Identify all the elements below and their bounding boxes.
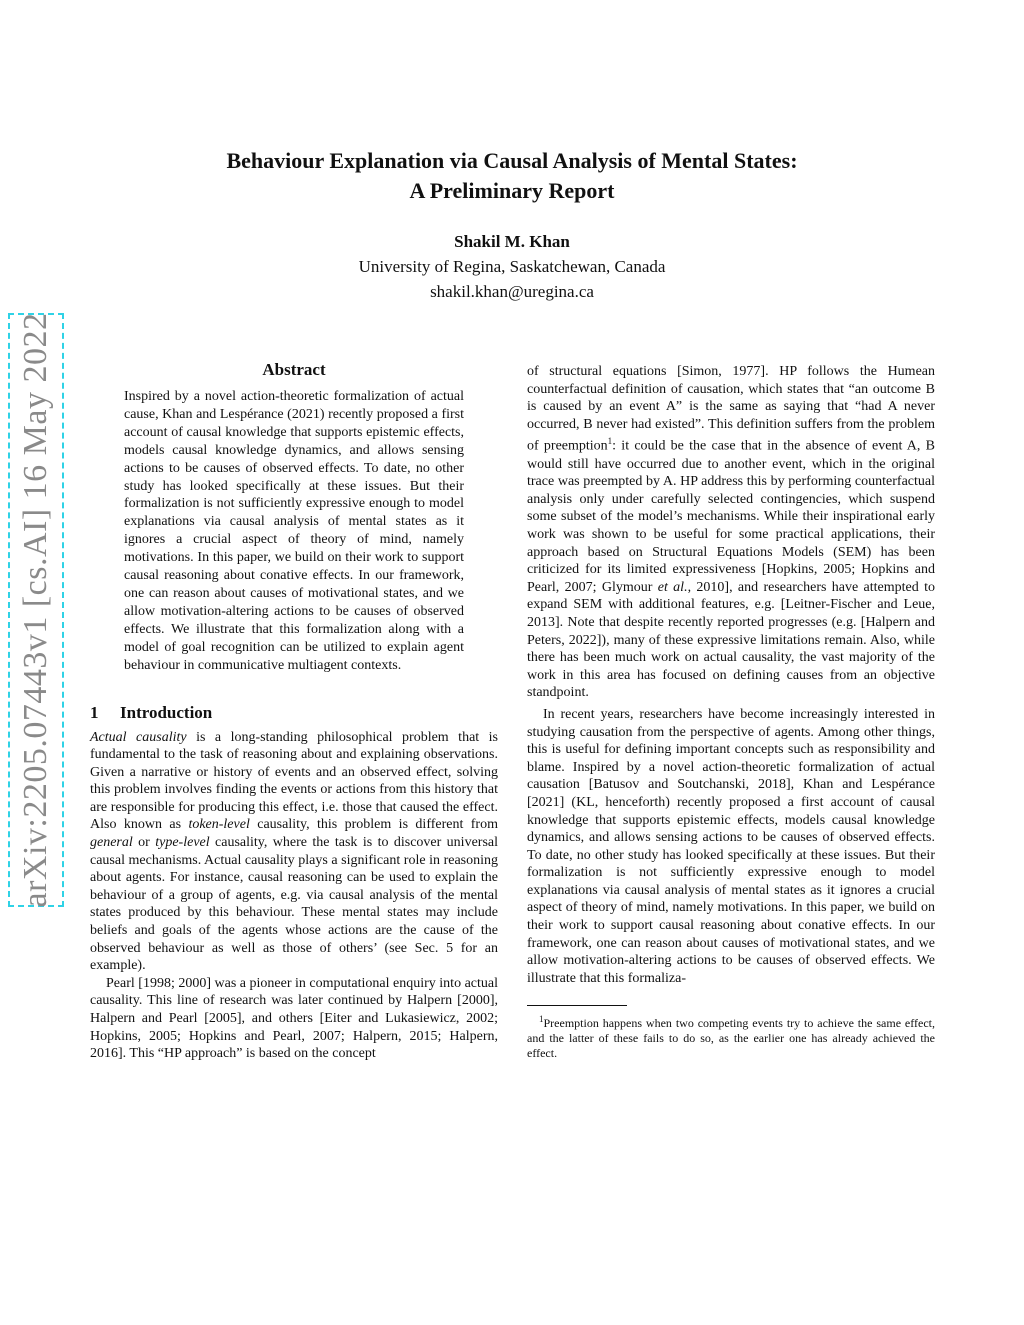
right-paragraph-2: In recent years, researchers have become increasingly interested in studying causation from the perspective of agents. Among other things, this is useful for defining important concepts such as responsibility and blame. Inspired by a novel action-theoretic formalization of actual causation [Batusov and Soutchanski, 2018], Khan and Lespérance [2021] (KL, henceforth) recently proposed a first account of causal knowledge that supports epistemic effects, models causal knowledge dynamics, and allows sensing actions to be causes of observed effects. To date, no other study has looked specifically at these issues. But their formalization is not sufficiently expressive enough to model explanations via causal analysis of mental states as it ignores a crucial aspect of theory of mind, namely motivations. In this paper, we build on their work to support causal reasoning about conative effects. In our framework, one can reason about causes of motivational states, and we allow motivation-altering actions to be causes of observed effects. We illustrate that this formaliza- <box>527 706 935 986</box>
footnote <box>527 1012 935 1061</box>
right-column <box>527 363 935 1061</box>
arxiv-identifier: arXiv:2205.07443v1 [cs.AI] 16 May 2022 <box>17 312 54 908</box>
abstract-text: Inspired by a novel action-theoretic formalization of actual cause, Khan and Lespérance (2021) recently proposed a first account of causal knowledge that supports epistemic effects, models causal knowledge dynamics, and allows sensing actions to be causes of observed effects. To date, no other study has looked specifically at these issues. But their formalization is not sufficiently expressive enough to model explanations via causal analysis of mental states as it ignores a crucial aspect of theory of mind, namely motivations. In this paper, we build on their work to support causal reasoning about conative effects. In our framework, one can reason about causes of motivational states, and we allow motivation-altering actions to be causes of observed effects. We illustrate that this formalization along with a model of goal recognition can be utilized to explain agent behaviour in communicative multiagent contexts. <box>124 389 464 673</box>
term-type-level: type-level <box>155 835 210 851</box>
footnote-number: 1 <box>539 1014 544 1025</box>
paper-title <box>150 146 874 206</box>
section-title: Introduction <box>120 702 213 722</box>
footnote-text: Preemption happens when two competing events try to achieve the same effect, and the latter of these fails to do so, as the earlier one has already achieved the effect. <box>527 1016 935 1061</box>
arxiv-stamp <box>8 313 64 907</box>
author-name: Shakil M. Khan <box>454 232 570 251</box>
footnote-reference: 1 <box>607 436 613 447</box>
title-line-1: Behaviour Explanation via Causal Analysis of Mental States: <box>226 148 798 173</box>
title-line-2: A Preliminary Report <box>409 178 615 203</box>
term-token-level: token-level <box>188 817 250 833</box>
intro-paragraph-1: Actual causality is a long-standing philosophical problem that is fundamental to the task of reasoning about and explaining observations. Given a narrative or history of events and an observed effect, solving this problem involves finding the events or actions from this history that are responsible for producing this effect, i.e. those that caused the effect. Also known as token-level causality, this problem is different from general or type-level causality, where the task is to discover universal causal mechanisms. Actual causality plays a significant role in reasoning about agents. For instance, causal reasoning can be used to explain the behaviour of a group of agents, e.g. via causal analysis of the mental states produced by this behaviour. These mental states may include beliefs and goals of the agents whose actions are the cause of the observed behaviour as well as those of others’ (see Sec. 5 for an example). <box>90 729 499 974</box>
author-email: shakil.khan@uregina.ca <box>430 282 594 301</box>
term-et-al: et al. <box>657 579 688 595</box>
left-column <box>90 360 498 1063</box>
section-number: 1 <box>90 702 99 722</box>
term-actual-causality: Actual causality <box>90 729 187 745</box>
section-heading-introduction <box>90 703 498 723</box>
author-affiliation: University of Regina, Saskatchewan, Canada <box>358 257 666 276</box>
abstract-heading: Abstract <box>262 360 326 379</box>
right-paragraph-1: of structural equations [Simon, 1977]. HP follows the Humean counterfactual definition of causation, which states that “an outcome B is caused by an event A” is the same as saying that “had A never occurred, B never had existed”. This definition suffers from the problem of preemption$^1$: it could be the case that in the absence of event A, B would still have occurred due to another event, which in the original trace was preempted by A. HP address this by performing counterfactual analysis only under carefully selected contingencies, which suspend some subset of the model’s mechanisms. While their inspirational early work was shown to be useful for some practical applications, their approach based on Structural Equations Models (SEM) has been criticized for its limited expressiveness [Hopkins, 2005; Hopkins and Pearl, 2007; Glymour et al., 2010], and researchers have attempted to expand SEM with additional features, e.g. [Leitner-Fischer and Leue, 2013]. Note that despite recently reported progresses (e.g. [Halpern and Peters, 2022]), many of these expressive limitations remain. Also, while there has been much work on actual causality, the vast majority of the work in this area has focused on defining causes from an objective standpoint. <box>527 364 936 701</box>
intro-paragraph-2: Pearl [1998; 2000] was a pioneer in computational enquiry into actual causality. This line of research was later continued by Halpern [2000], Halpern and Pearl [2005], and others [Eiter and Lukasiewicz, 2002; Hopkins, 2005; Hopkins and Pearl, 2007; Halpern, 2015; Halpern, 2016]. This “HP approach” is based on the concept <box>90 975 498 1062</box>
term-general: general <box>90 835 133 851</box>
footnote-divider <box>527 1005 627 1006</box>
